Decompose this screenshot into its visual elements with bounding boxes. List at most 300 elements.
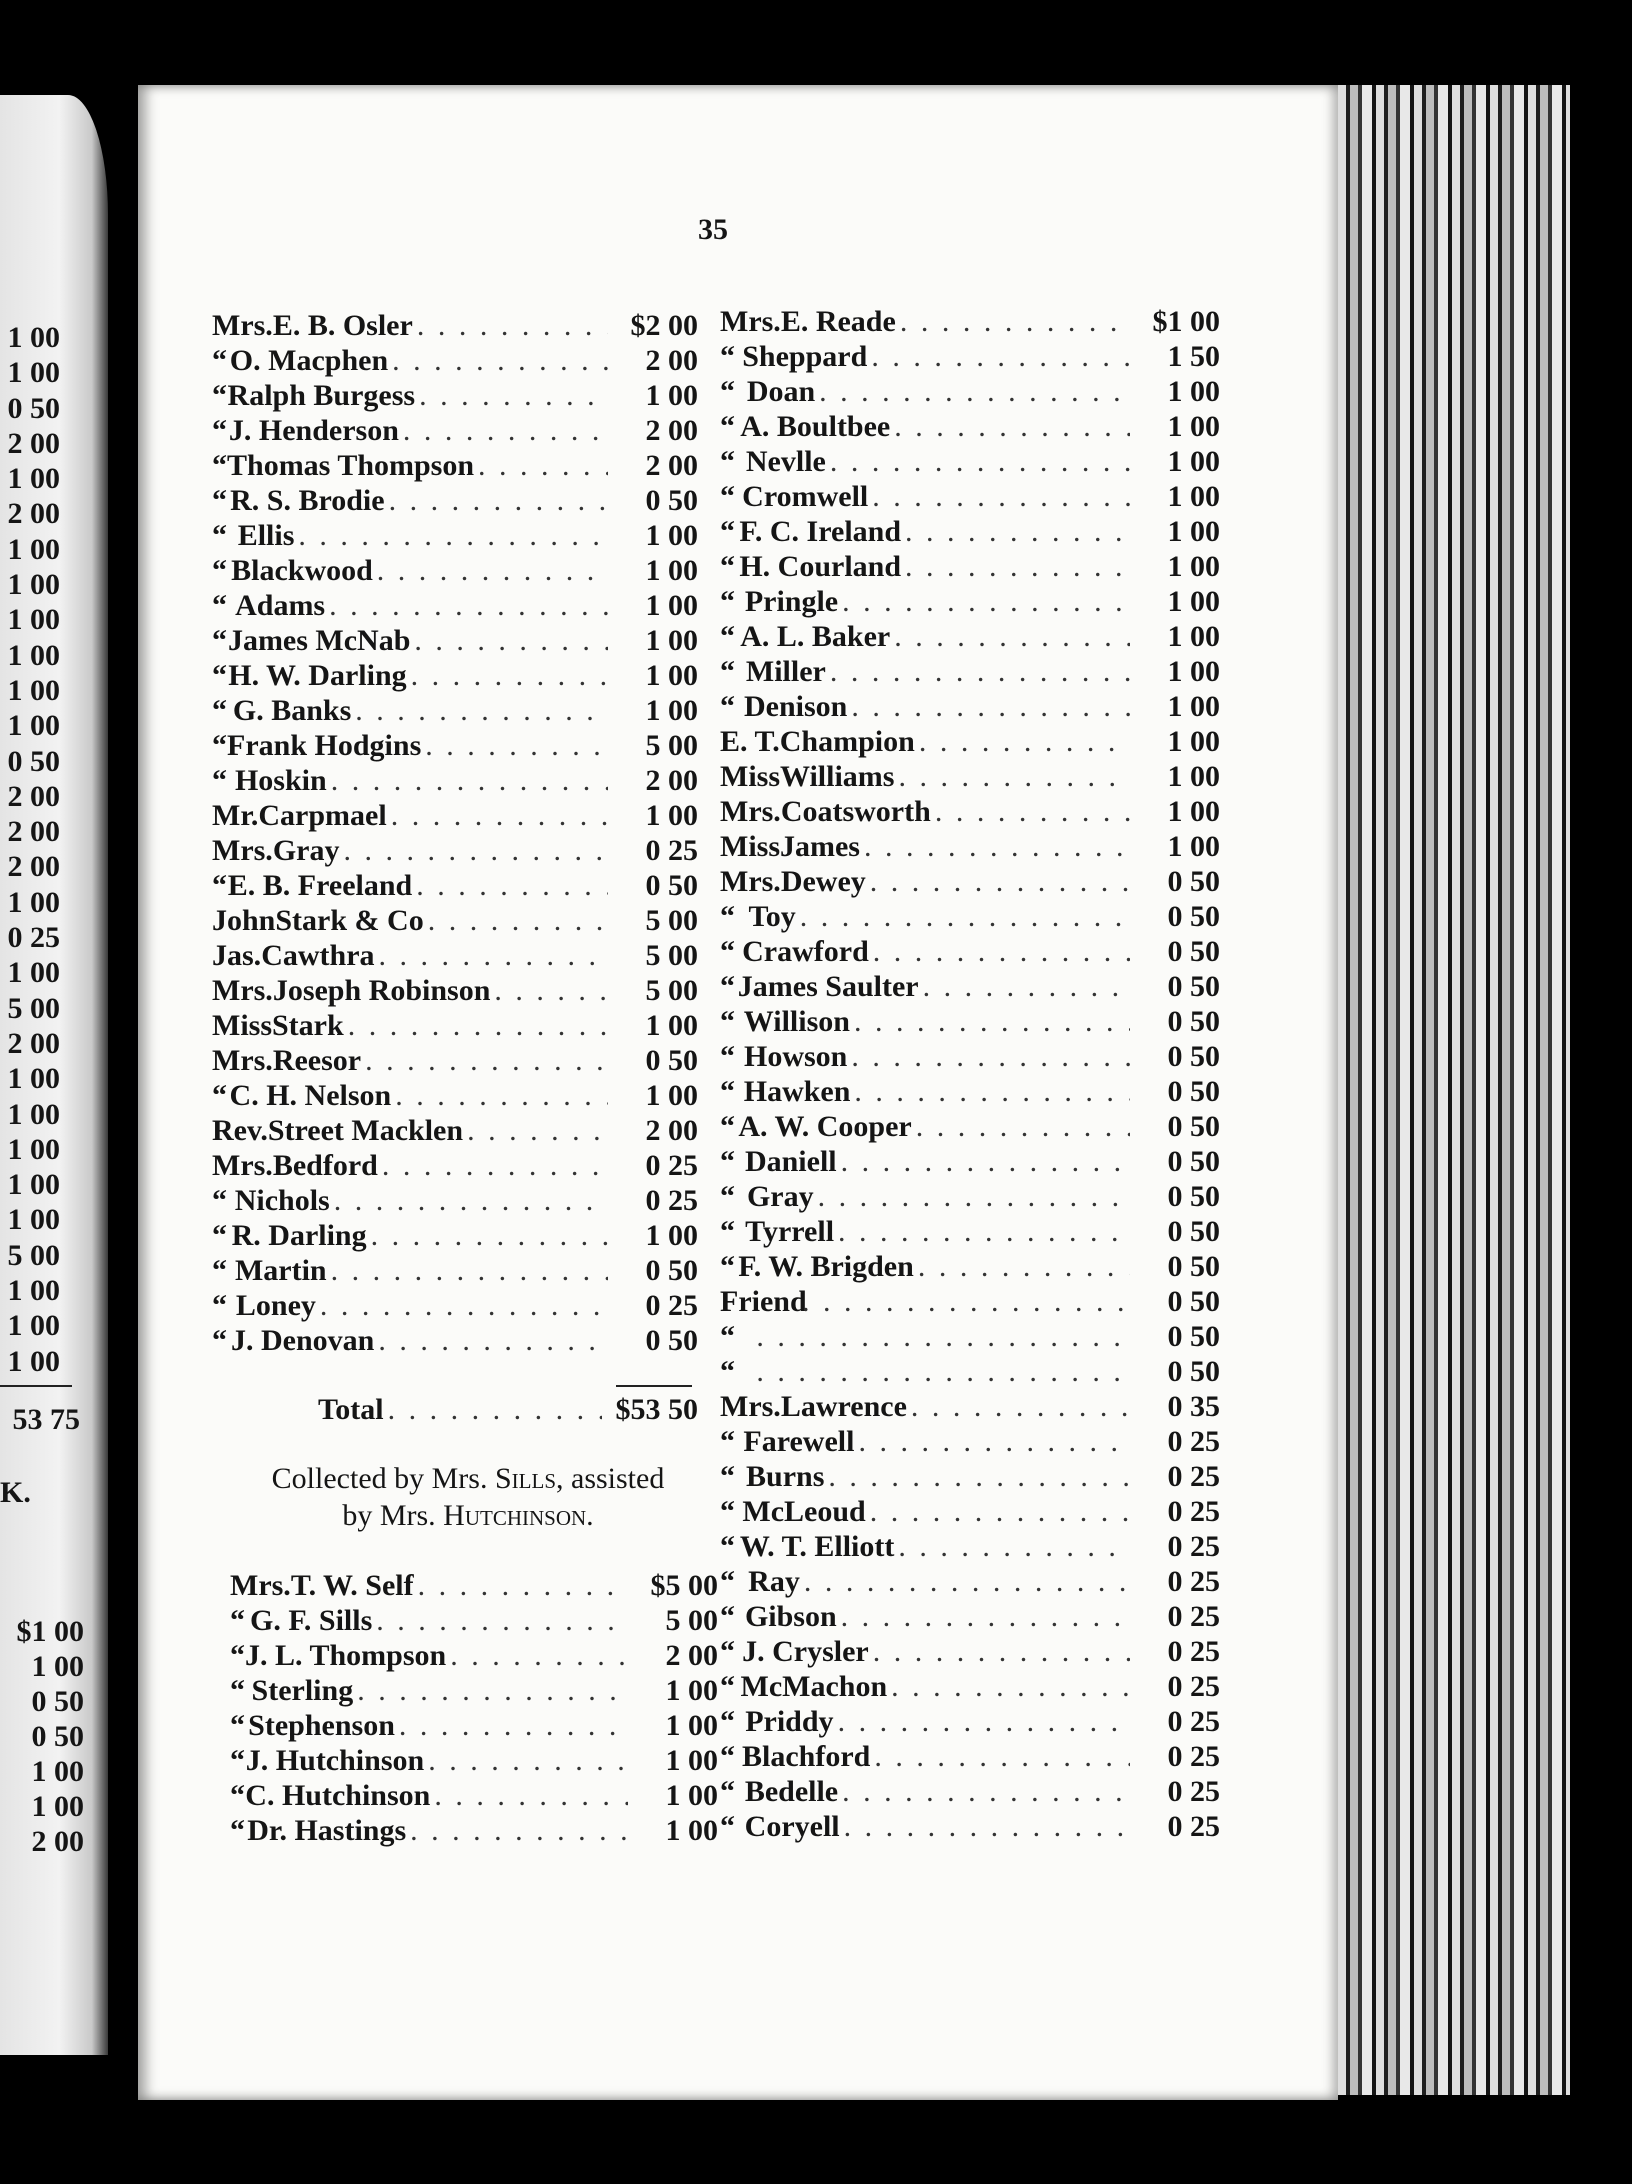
donor-row [230, 1568, 718, 1603]
cutoff-amount: 1 00 [7, 956, 60, 990]
leader-dots [824, 1459, 1130, 1494]
donation-amount: 0 50 [645, 869, 698, 902]
donation-amount: 1 00 [1167, 830, 1220, 863]
leader-dots [919, 969, 1130, 1004]
donor-row [230, 1603, 718, 1638]
donor-name: Carpmael [258, 799, 387, 832]
leader-dots [752, 1354, 1130, 1389]
donor-row [230, 1813, 718, 1848]
leader-dots [931, 794, 1130, 829]
donor-name: James Saulter [737, 970, 919, 1003]
donation-amount: 1 00 [645, 659, 698, 692]
donor-name: Denison [744, 690, 848, 723]
donor-row [720, 409, 1220, 444]
cutoff-amount: 5 00 [7, 991, 60, 1025]
leader-dots [847, 689, 1130, 724]
leader-dots [325, 588, 608, 623]
cutoff-amount: 1 00 [7, 638, 60, 672]
donor-row [212, 798, 698, 833]
donor-name: E. B. Osler [272, 309, 413, 342]
donor-name: J. Henderson [228, 414, 399, 447]
donation-amount: 1 00 [665, 1779, 718, 1812]
donor-title: “ [720, 1040, 735, 1073]
donor-title: “ [720, 1355, 735, 1388]
donor-row [720, 1599, 1220, 1634]
donor-row [212, 1008, 698, 1043]
cutoff-amount: 2 00 [7, 815, 60, 849]
donor-name: G. Banks [232, 694, 352, 727]
donation-amount: 0 25 [645, 1149, 698, 1182]
donor-name: J. Hutchinson [245, 1744, 425, 1777]
cutoff-amount: 1 00 [31, 1790, 84, 1823]
donation-amount: 1 00 [1167, 760, 1220, 793]
donor-title: “ [720, 1215, 735, 1248]
donor-name: Burns [746, 1460, 825, 1493]
leader-dots [796, 899, 1130, 934]
donation-amount: 1 00 [645, 519, 698, 552]
donor-row [720, 1809, 1220, 1844]
donation-amount: 0 50 [645, 1254, 698, 1287]
leader-dots [406, 1813, 628, 1848]
donor-name: Nichols [234, 1184, 330, 1217]
donor-row [720, 1144, 1220, 1179]
donor-title: “ [720, 1740, 735, 1773]
donation-amount: 0 50 [645, 1324, 698, 1357]
donor-name: Coatsworth [780, 795, 931, 828]
leader-dots [867, 339, 1130, 374]
donation-amount: $1 00 [1152, 305, 1220, 338]
donor-row [720, 549, 1220, 584]
leader-dots [407, 658, 608, 693]
donor-title: “ [720, 1600, 735, 1633]
donation-amount: 2 00 [645, 414, 698, 447]
donation-amount: 0 50 [1167, 1005, 1220, 1038]
leader-dots [894, 759, 1130, 794]
donor-title: “ [212, 694, 227, 727]
donor-row [720, 1634, 1220, 1669]
donor-name: E. B. Freeland [227, 869, 413, 902]
donation-amount: 0 25 [1167, 1705, 1220, 1738]
donor-title: “ [212, 659, 227, 692]
donor-row [212, 343, 698, 378]
leader-dots [854, 1424, 1130, 1459]
donor-row [720, 1319, 1220, 1354]
assistant-name: Hutchinson [443, 1499, 587, 1532]
donor-row [720, 1039, 1220, 1074]
donation-amount: 0 35 [1167, 1390, 1220, 1423]
donor-name: O. Macphen [229, 344, 389, 377]
leader-dots [814, 1179, 1130, 1214]
donor-title: “ [720, 970, 735, 1003]
donation-amount: 1 00 [645, 554, 698, 587]
donor-row [720, 479, 1220, 514]
donor-row [720, 1354, 1220, 1389]
leader-dots [351, 693, 608, 728]
donor-title: “ [212, 344, 227, 377]
donor-name: Williams [780, 760, 895, 793]
cutoff-amount: 1 00 [31, 1650, 84, 1683]
donor-row [212, 1288, 698, 1323]
donation-amount: 1 00 [665, 1674, 718, 1707]
donor-title: “ [720, 690, 735, 723]
donor-row [720, 759, 1220, 794]
leader-dots [344, 1008, 608, 1043]
donation-amount: 1 00 [645, 589, 698, 622]
donation-amount: 0 25 [1167, 1460, 1220, 1493]
donor-row [212, 1148, 698, 1183]
donor-title: “ [720, 1670, 735, 1703]
donor-title: “ [212, 729, 227, 762]
leader-dots [387, 798, 608, 833]
donor-name: Priddy [745, 1705, 834, 1738]
donor-name: Champion [779, 725, 915, 758]
leader-dots [901, 549, 1130, 584]
cutoff-amount: 1 00 [7, 321, 60, 354]
left-page-total-rule [0, 1385, 72, 1387]
donation-amount: 0 25 [645, 1184, 698, 1217]
leader-dots [474, 448, 608, 483]
leader-dots [412, 868, 608, 903]
donation-amount: 1 00 [1167, 655, 1220, 688]
donation-amount: 1 50 [1167, 340, 1220, 373]
donation-amount: 2 00 [645, 764, 698, 797]
donor-row [212, 903, 698, 938]
donor-row [212, 1323, 698, 1358]
donation-amount: 0 50 [1167, 865, 1220, 898]
donor-name: C. Hutchinson [245, 1779, 431, 1812]
leader-dots [894, 1529, 1130, 1564]
cutoff-amount: 1 00 [7, 709, 60, 743]
donation-amount: 1 00 [645, 1079, 698, 1112]
donor-name: Hawken [743, 1075, 851, 1108]
donation-amount: 1 00 [1167, 410, 1220, 443]
leader-dots [850, 1004, 1130, 1039]
donor-title: Miss [720, 830, 780, 863]
leader-dots [826, 444, 1130, 479]
donor-row [212, 483, 698, 518]
donor-title: “ [212, 379, 227, 412]
donor-name: Gray [272, 834, 340, 867]
donor-name: H. W. Darling [228, 659, 407, 692]
donor-row [230, 1778, 718, 1813]
donor-row [230, 1708, 718, 1743]
donor-name: A. W. Cooper [738, 1110, 912, 1143]
donor-row [212, 1113, 698, 1148]
donor-title: “ [230, 1674, 245, 1707]
donation-amount: 1 00 [645, 694, 698, 727]
donor-name: G. F. Sills [249, 1604, 373, 1637]
donor-row [720, 1739, 1220, 1774]
donor-title: “ [720, 655, 735, 688]
donor-title: Mrs. [230, 1569, 291, 1602]
donation-amount: 2 00 [645, 344, 698, 377]
leader-dots [430, 1778, 628, 1813]
donor-title: “ [720, 900, 735, 933]
leader-dots [869, 934, 1130, 969]
donation-amount: 1 00 [1167, 375, 1220, 408]
donor-name: Crawford [742, 935, 869, 968]
donor-name: Stark [272, 1009, 344, 1042]
donor-title: “ [720, 1250, 735, 1283]
leader-dots [901, 514, 1130, 549]
donor-list-right [720, 304, 1220, 1844]
donor-title: “ [720, 620, 735, 653]
donor-row [720, 619, 1220, 654]
donor-row [212, 378, 698, 413]
donor-title: “ [720, 515, 735, 548]
leader-dots [834, 1214, 1130, 1249]
donor-row [720, 1564, 1220, 1599]
donation-amount: 0 25 [1167, 1565, 1220, 1598]
leader-dots [330, 1183, 608, 1218]
leader-dots [327, 763, 608, 798]
donor-name: McMachon [740, 1670, 888, 1703]
cutoff-amount: 1 00 [31, 1755, 84, 1788]
donor-title: “ [720, 1810, 735, 1843]
donor-name: Loney [235, 1289, 316, 1322]
leader-dots [868, 479, 1130, 514]
donor-title: “ [230, 1639, 245, 1672]
donor-row [230, 1638, 718, 1673]
donor-name: Street Macklen [267, 1114, 464, 1147]
donation-amount: 5 00 [645, 904, 698, 937]
cutoff-amount: 0 50 [31, 1720, 84, 1753]
donor-row [720, 1004, 1220, 1039]
donor-row [212, 448, 698, 483]
leader-dots [912, 1109, 1130, 1144]
donor-row [212, 1043, 698, 1078]
donor-title: “ [212, 869, 227, 902]
donor-name: H. Courland [739, 550, 902, 583]
donation-amount: 0 50 [645, 1044, 698, 1077]
donor-name: Howson [744, 1040, 848, 1073]
donor-name: Stephenson [248, 1709, 395, 1742]
leader-dots [869, 1634, 1130, 1669]
leader-dots [896, 304, 1130, 339]
donor-title: “ [720, 445, 735, 478]
donor-row [212, 623, 698, 658]
donor-title: “ [720, 1495, 735, 1528]
donor-row [212, 693, 698, 728]
donor-name: J. Crysler [742, 1635, 869, 1668]
donor-title: Miss [720, 760, 780, 793]
donor-title: “ [212, 589, 227, 622]
cutoff-amount: 1 00 [7, 885, 60, 919]
leader-dots [424, 1743, 628, 1778]
donor-name: Stark & Co [275, 904, 424, 937]
donor-row [212, 588, 698, 623]
donation-amount: 1 00 [665, 1744, 718, 1777]
leader-dots [860, 829, 1130, 864]
leader-dots [413, 308, 608, 343]
book-fore-edges [1338, 85, 1570, 2095]
donor-name: C. H. Nelson [229, 1079, 392, 1112]
cutoff-amount: 1 00 [7, 1203, 60, 1237]
donor-title: “ [212, 1254, 227, 1287]
donor-name: R. S. Brodie [230, 484, 385, 517]
donor-row [212, 413, 698, 448]
leader-dots [388, 343, 608, 378]
donation-amount: 0 50 [1167, 935, 1220, 968]
donation-amount: 0 50 [1167, 1215, 1220, 1248]
donation-amount: 0 25 [1167, 1635, 1220, 1668]
donor-name: Coryell [744, 1810, 840, 1843]
cutoff-amount: 0 50 [7, 744, 60, 778]
donor-name: R. Darling [231, 1219, 367, 1252]
donor-name: Joseph Robinson [272, 974, 491, 1007]
donation-amount: 0 50 [1167, 1180, 1220, 1213]
leader-dots [424, 903, 608, 938]
cutoff-amount: 2 00 [31, 1825, 84, 1858]
leader-dots [870, 1739, 1130, 1774]
donor-title: “ [720, 1705, 735, 1738]
donor-row [720, 1424, 1220, 1459]
leader-dots [367, 1218, 608, 1253]
donor-name: Miller [745, 655, 826, 688]
cutoff-amount: 2 00 [7, 850, 60, 884]
donor-name: Tyrrell [745, 1215, 835, 1248]
donor-row [720, 1109, 1220, 1144]
leader-dots [327, 1253, 608, 1288]
donor-name: F. W. Brigden [738, 1250, 914, 1283]
cutoff-amount: 0 50 [31, 1685, 84, 1718]
donor-row [212, 1218, 698, 1253]
donor-row [720, 829, 1220, 864]
donor-row [212, 1253, 698, 1288]
donor-title: “ [212, 1079, 227, 1112]
leader-dots [890, 619, 1130, 654]
left-page-amounts [0, 320, 60, 1379]
donor-row [720, 689, 1220, 724]
donation-amount: $2 00 [630, 309, 698, 342]
donor-title: Mrs. [212, 1044, 273, 1077]
donor-row [720, 1494, 1220, 1529]
donor-row [720, 724, 1220, 759]
donor-title: “ [720, 1005, 735, 1038]
leader-dots [384, 1392, 602, 1427]
cutoff-amount: 5 00 [7, 1238, 60, 1272]
donor-row [212, 833, 698, 868]
donation-amount: 0 50 [1167, 1320, 1220, 1353]
leader-dots [866, 864, 1130, 899]
donor-title: “ [212, 484, 227, 517]
leader-dots [395, 1708, 628, 1743]
cutoff-amount: 0 25 [7, 921, 60, 955]
cutoff-amount: 1 00 [7, 356, 60, 390]
donor-name: Reesor [272, 1044, 362, 1077]
donation-amount: 2 00 [665, 1639, 718, 1672]
leader-dots [490, 973, 608, 1008]
leader-dots [907, 1389, 1130, 1424]
donor-row [230, 1673, 718, 1708]
donor-name: F. C. Ireland [739, 515, 902, 548]
leader-dots [391, 1078, 608, 1113]
donation-amount: 0 50 [1167, 900, 1220, 933]
donor-name: Sterling [251, 1674, 354, 1707]
donor-title: Mr. [212, 799, 259, 832]
donor-name: Ray [748, 1565, 800, 1598]
donation-amount: 1 00 [1167, 795, 1220, 828]
donor-name: Dr. Hastings [247, 1814, 407, 1847]
donor-row [720, 1459, 1220, 1494]
donor-title: Miss [212, 1009, 272, 1042]
leader-dots [385, 483, 608, 518]
donation-amount: 0 50 [1167, 970, 1220, 1003]
leader-dots [410, 623, 608, 658]
donation-amount: 1 00 [645, 1219, 698, 1252]
donor-title: “ [720, 375, 735, 408]
donor-title: “ [720, 1530, 735, 1563]
donor-title: “ [212, 624, 227, 657]
donor-title: Jas. [212, 939, 262, 972]
leader-dots [815, 374, 1130, 409]
donor-list-sills [230, 1568, 718, 1848]
cutoff-amount: 1 00 [7, 1274, 60, 1308]
donor-name: Toy [748, 900, 796, 933]
donor-title: “ [720, 1460, 735, 1493]
leader-dots [361, 1043, 608, 1078]
donor-row [720, 794, 1220, 829]
donation-amount: 1 00 [665, 1814, 718, 1847]
donation-amount: 0 25 [1167, 1495, 1220, 1528]
donation-amount: 1 00 [1167, 585, 1220, 618]
donation-amount: 0 25 [1167, 1810, 1220, 1843]
donation-amount: $5 00 [650, 1569, 718, 1602]
cutoff-amount: 1 00 [7, 603, 60, 637]
donor-title: “ [230, 1814, 245, 1847]
donor-title: Mrs. [720, 865, 781, 898]
donor-title: “ [212, 1324, 227, 1357]
donation-amount: 0 50 [1167, 1075, 1220, 1108]
donor-name: Cromwell [742, 480, 869, 513]
total-row [318, 1392, 698, 1427]
leader-dots [826, 654, 1130, 689]
total-amount: $53 50 [615, 1393, 698, 1426]
leader-dots [838, 584, 1130, 619]
donor-title: “ [720, 1075, 735, 1108]
leader-dots [294, 518, 608, 553]
donor-title: “ [720, 1110, 735, 1143]
cutoff-amount: 1 00 [7, 568, 60, 602]
cutoff-amount: 2 00 [7, 779, 60, 813]
donor-title: John [212, 904, 276, 937]
leader-dots [373, 553, 608, 588]
leader-dots [850, 1074, 1130, 1109]
donation-amount: 1 00 [645, 799, 698, 832]
donor-row [720, 1774, 1220, 1809]
donor-title: “ [720, 1635, 735, 1668]
donor-row [212, 658, 698, 693]
donor-row [212, 868, 698, 903]
donation-amount: 1 00 [1167, 515, 1220, 548]
donor-row [720, 514, 1220, 549]
cutoff-amount: 1 00 [7, 1132, 60, 1166]
page-number: 35 [698, 213, 728, 246]
cutoff-amount: 2 00 [7, 426, 60, 460]
donor-title: “ [212, 414, 227, 447]
donation-amount: 0 50 [1167, 1250, 1220, 1283]
donor-name: James [780, 830, 860, 863]
donor-title: Mrs. [720, 795, 781, 828]
donation-amount: 1 00 [1167, 550, 1220, 583]
donor-title: Friend [720, 1285, 807, 1318]
cutoff-amount: 1 00 [7, 1062, 60, 1096]
collected-line2-prefix: by Mrs. [342, 1499, 436, 1532]
cutoff-amount: $1 00 [16, 1615, 84, 1648]
donor-title: “ [230, 1709, 245, 1742]
donor-name: Frank Hodgins [227, 729, 422, 762]
donor-row [212, 763, 698, 798]
